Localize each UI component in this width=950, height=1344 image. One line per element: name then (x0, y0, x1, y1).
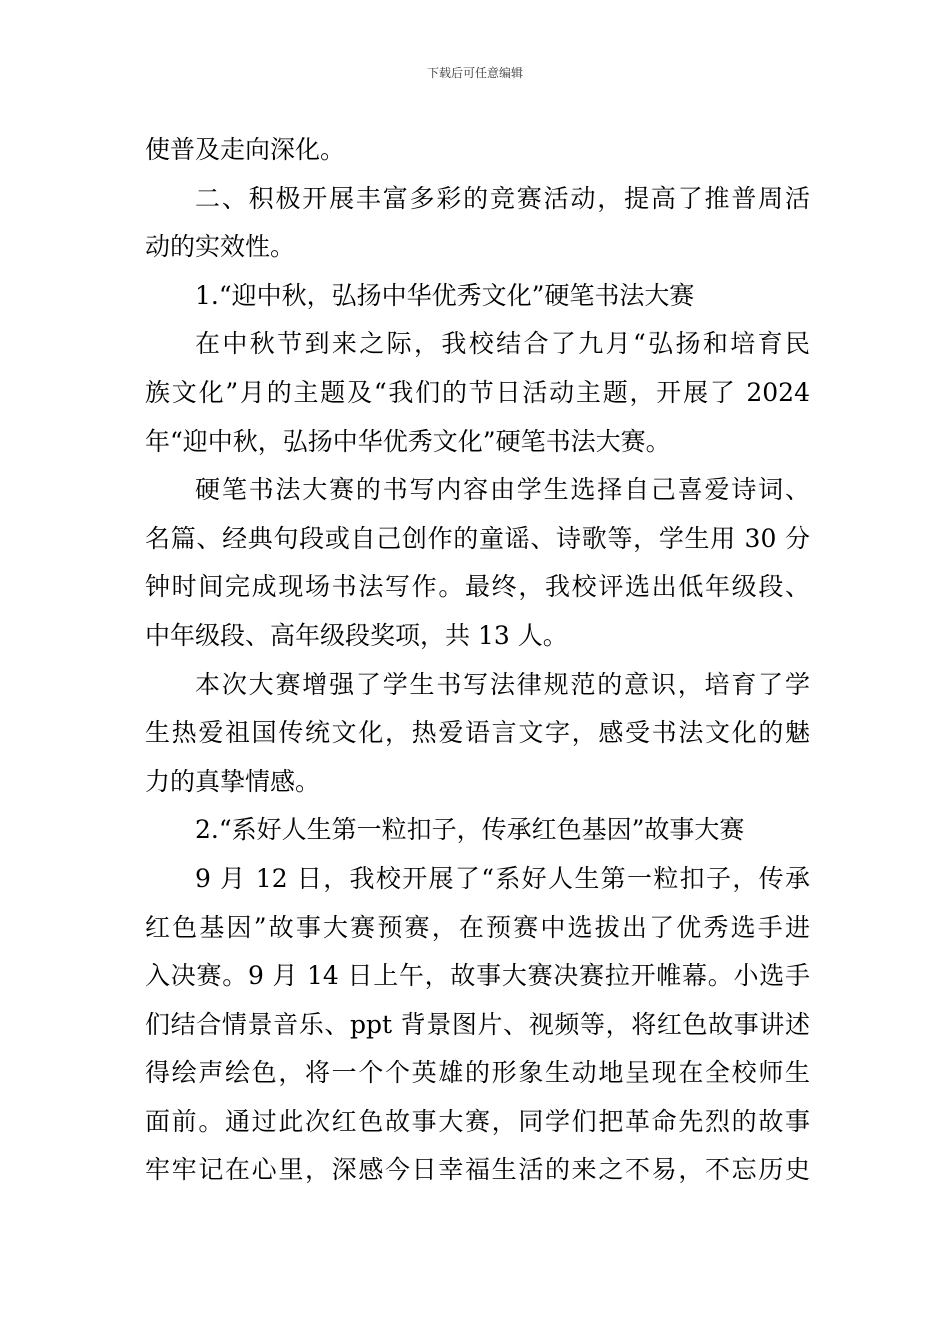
text-line: 9 月 12 日，我校开展了“系好人生第一粒扣子，传承 (195, 863, 810, 893)
text-line: 钟时间完成现场书法写作。最终，我校评选出低年级段、 (145, 572, 810, 602)
text-line: 使普及走向深化。 (145, 135, 346, 164)
text-line: 本次大赛增强了学生书写法律规范的意识，培育了学 (195, 669, 810, 699)
text-line: 1.“迎中秋，弘扬中华优秀文化”硬笔书法大赛 (195, 280, 695, 310)
text-line: 红色基因”故事大赛预赛，在预赛中选拔出了优秀选手进 (145, 912, 810, 942)
text-line: 在中秋节到来之际，我校结合了九月“弘扬和培育民 (195, 329, 810, 359)
text-line: 生热爱祖国传统文化，热爱语言文字，感受书法文化的魅 (145, 718, 810, 748)
text-line: 中年级段、高年级段奖项，共 13 人。 (145, 620, 568, 650)
text-line: 牢牢记在心里，深感今日幸福生活的来之不易，不忘历史 (145, 1155, 810, 1185)
text-line: 力的真挚情感。 (145, 766, 321, 796)
text-line: 们结合情景音乐、ppt 背景图片、视频等，将红色故事讲述 (145, 1009, 810, 1039)
text-line: 族文化”月的主题及“我们的节日活动主题，开展了 2024 (145, 377, 810, 407)
document-body (145, 126, 810, 1195)
text-line: 动的实效性。 (145, 232, 296, 262)
text-line: 2.“系好人生第一粒扣子，传承红色基因”故事大赛 (195, 815, 745, 845)
page-header: 下载后可任意编辑 (426, 66, 523, 80)
text-line: 面前。通过此次红色故事大赛，同学们把革命先烈的故事 (145, 1106, 810, 1136)
text-line: 年“迎中秋，弘扬中华优秀文化”硬笔书法大赛。 (145, 426, 671, 456)
text-line: 硬笔书法大赛的书写内容由学生选择自己喜爱诗词、 (195, 475, 810, 505)
text-line: 得绘声绘色，将一个个英雄的形象生动地呈现在全校师生 (145, 1058, 810, 1088)
text-line: 二、积极开展丰富多彩的竞赛活动，提高了推普周活 (195, 183, 810, 213)
text-line: 名篇、经典句段或自己创作的童谣、诗歌等，学生用 30 分 (145, 523, 810, 553)
text-line: 入决赛。9 月 14 日上午，故事大赛决赛拉开帷幕。小选手 (145, 961, 810, 991)
